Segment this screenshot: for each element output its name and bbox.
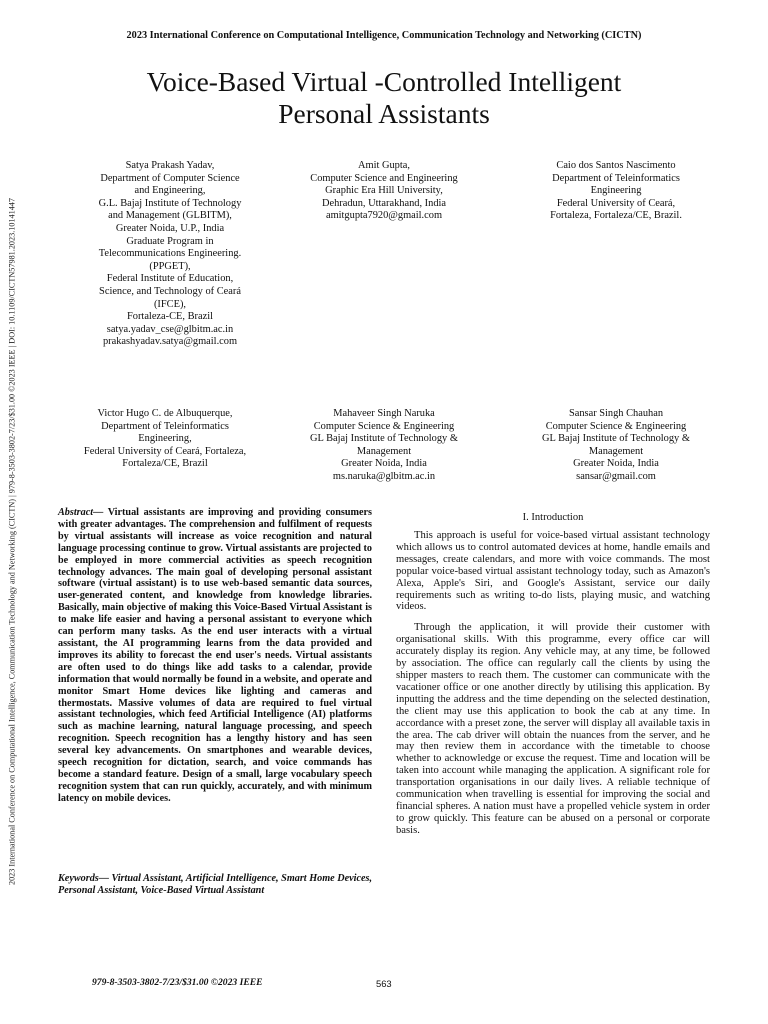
author-line: and Management (GLBITM),	[108, 210, 232, 222]
author-line: Satya Prakash Yadav,	[125, 160, 215, 171]
author-line: Dehradun, Uttarakhand, India	[321, 197, 447, 209]
page-number: 563	[376, 978, 392, 989]
abstract-label: Abstract—	[58, 507, 104, 518]
author-line: Management	[356, 445, 412, 457]
title-line-2: Personal Assistants	[278, 98, 490, 129]
author-line: Fortaleza/CE, Brazil	[122, 458, 208, 470]
intro-paragraph: This approach is useful for voice-based virtual assistant technology which allows us to control automated devices at home, handle emails and messages, create calendars, and more with voice commands. The most popular voice-based virtual assistant technology today, such as Amazon's Alexa, Apple's Siri, and Google's Assistant, service our daily requirements such as writing to-do lists, playing music, and watching videos.	[396, 530, 710, 613]
doi-side-note: 2023 International Conference on Computational Intelligence, Communication Technology and Networking (CICTN) | 979-8-3503-3802-7/23/$31.00 ©2023 IEEE | DOI: 10.1109/CICTN57981.2023.10141447	[7, 198, 17, 886]
author-line: GL Bajaj Institute of Technology &	[542, 433, 690, 445]
author-line: Department of Teleinformatics	[101, 420, 229, 432]
author-line: GL Bajaj Institute of Technology &	[310, 433, 458, 445]
author-line: Federal University of Ceará,	[556, 197, 676, 209]
author-line: Federal University of Ceará, Fortaleza,	[83, 445, 247, 457]
author-line: satya.yadav_cse@glbitm.ac.in	[106, 323, 234, 335]
author-block-5	[268, 408, 500, 484]
author-line: ms.naruka@glbitm.ac.in	[332, 470, 436, 482]
author-line: Engineering,	[138, 433, 192, 445]
author-line: Fortaleza, Fortaleza/CE, Brazil.	[550, 210, 682, 222]
author-line: Amit Gupta,	[358, 160, 410, 171]
author-block-3	[500, 160, 732, 223]
author-line: Greater Noida, India	[341, 458, 427, 470]
author-line: Computer Science & Engineering	[313, 420, 455, 432]
keywords: Keywords— Virtual Assistant, Artificial Intelligence, Smart Home Devices, Personal Assistant, Voice-Based Virtual Assistant	[58, 873, 372, 896]
author-line: Management	[588, 445, 644, 457]
author-line: and Engineering,	[134, 185, 206, 197]
author-block-1	[52, 160, 288, 349]
author-line: Department of Computer Science	[100, 172, 240, 184]
title-line-1: Voice-Based Virtual -Controlled Intelligent	[146, 66, 622, 97]
author-block-4	[40, 408, 290, 471]
author-line: Greater Noida, U.P., India	[115, 222, 225, 234]
author-line: Science, and Technology of Ceará	[99, 285, 241, 297]
author-line: Caio dos Santos Nascimento	[556, 160, 676, 171]
conference-header: 2023 International Conference on Computational Intelligence, Communication Technology and Networking (CICTN)	[126, 30, 642, 41]
author-line: Engineering	[590, 185, 642, 197]
author-line: Federal Institute of Education,	[106, 273, 234, 285]
author-block-2	[268, 160, 500, 223]
section-heading-introduction: I. Introduction	[522, 512, 584, 523]
paper-title	[60, 66, 708, 130]
footer-isbn: 979-8-3503-3802-7/23/$31.00 ©2023 IEEE	[92, 977, 263, 988]
author-line: Greater Noida, India	[573, 458, 659, 470]
author-line: (IFCE),	[153, 298, 187, 310]
author-line: Sansar Singh Chauhan	[568, 408, 664, 419]
author-line: (PPGET),	[149, 260, 191, 272]
author-line: Telecommunications Engineering.	[98, 248, 242, 260]
author-line: Computer Science and Engineering	[310, 172, 458, 184]
author-line: Department of Teleinformatics	[552, 172, 680, 184]
author-line: Graduate Program in	[126, 235, 214, 247]
author-line: Graphic Era Hill University,	[325, 185, 443, 197]
author-line: amitgupta7920@gmail.com	[325, 210, 443, 222]
author-block-6	[500, 408, 732, 484]
abstract-text: Virtual assistants are improving and providing consumers with greater advantages. The comprehension and fulfilment of requests by virtual assistants will increase as voice recognition and natural language processing continue to grow. Virtual assistants are projected to be employed in more commercial activities as speech recognition technology advances. The main goal of developing personal assistant software (virtual assistant) is to use web-based semantic data sources, user-generated content, and knowledge from knowledge libraries. Basically, main objective of making this Voice-Based Virtual Assistant is to make life easier and having a personal assistant to everyone which can perform many tasks. As the end user interacts with a virtual assistant, the AI programming learns from the data provided and improves its ability to forecast the end user's needs. Virtual assistants are often used to do things like add tasks to a calendar, provide information that would normally be found in a website, and operate and monitor Smart Home devices like lighting and cameras and thermostats. Massive volumes of data are required to fuel virtual assistant technologies, which feed Artificial Intelligence (AI) platforms such as machine learning, natural language processing, and speech recognition. Speech recognition has a lengthy history and has seen several key advancements. On smartphones and wearable devices, speech recognition for dictation, search, and voice commands has become a standard feature. Design of a small, large vocabulary speech recognition system that can run quickly, accurately, and with minimum latency on mobile devices.	[58, 507, 372, 804]
author-line: prakashyadav.satya@gmail.com	[102, 336, 238, 348]
author-line: Victor Hugo C. de Albuquerque,	[97, 408, 233, 419]
intro-paragraph: Through the application, it will provide their customer with organisational skills. With this programme, every office car will accurately display its region. Any vehicle may, at any time, be followed by association. The office can regularly call the clients by using the shipper masters to reach them. The customer can communicate with the vacationer office or one another directly by utilising this application. By inputting the address and the time depending on the selected destination, the client may use this application to book the cab at any time. In accordance with a preset zone, the server will display all available taxis in the area. The cab driver will obtain the nuances from the server, and he may then review them in accordance with the timetable to choose whether to acknowledge or excuse the request. Time and location will be taken into account while managing the application. A significant role for transportation organisations in our daily lives. A reliable technique of communication when travelling is essential for improving the social and financial spheres. A nation must have a propelled vehicle system in order to grow quickly. This feature can be abused on a personal or corporate basis.	[396, 622, 710, 836]
author-line: sansar@gmail.com	[576, 470, 656, 482]
introduction-body	[396, 530, 710, 846]
author-line: G.L. Bajaj Institute of Technology	[98, 197, 242, 209]
author-line: Computer Science & Engineering	[545, 420, 687, 432]
abstract	[58, 507, 372, 805]
author-line: Fortaleza-CE, Brazil	[127, 311, 213, 323]
author-line: Mahaveer Singh Naruka	[333, 408, 435, 419]
